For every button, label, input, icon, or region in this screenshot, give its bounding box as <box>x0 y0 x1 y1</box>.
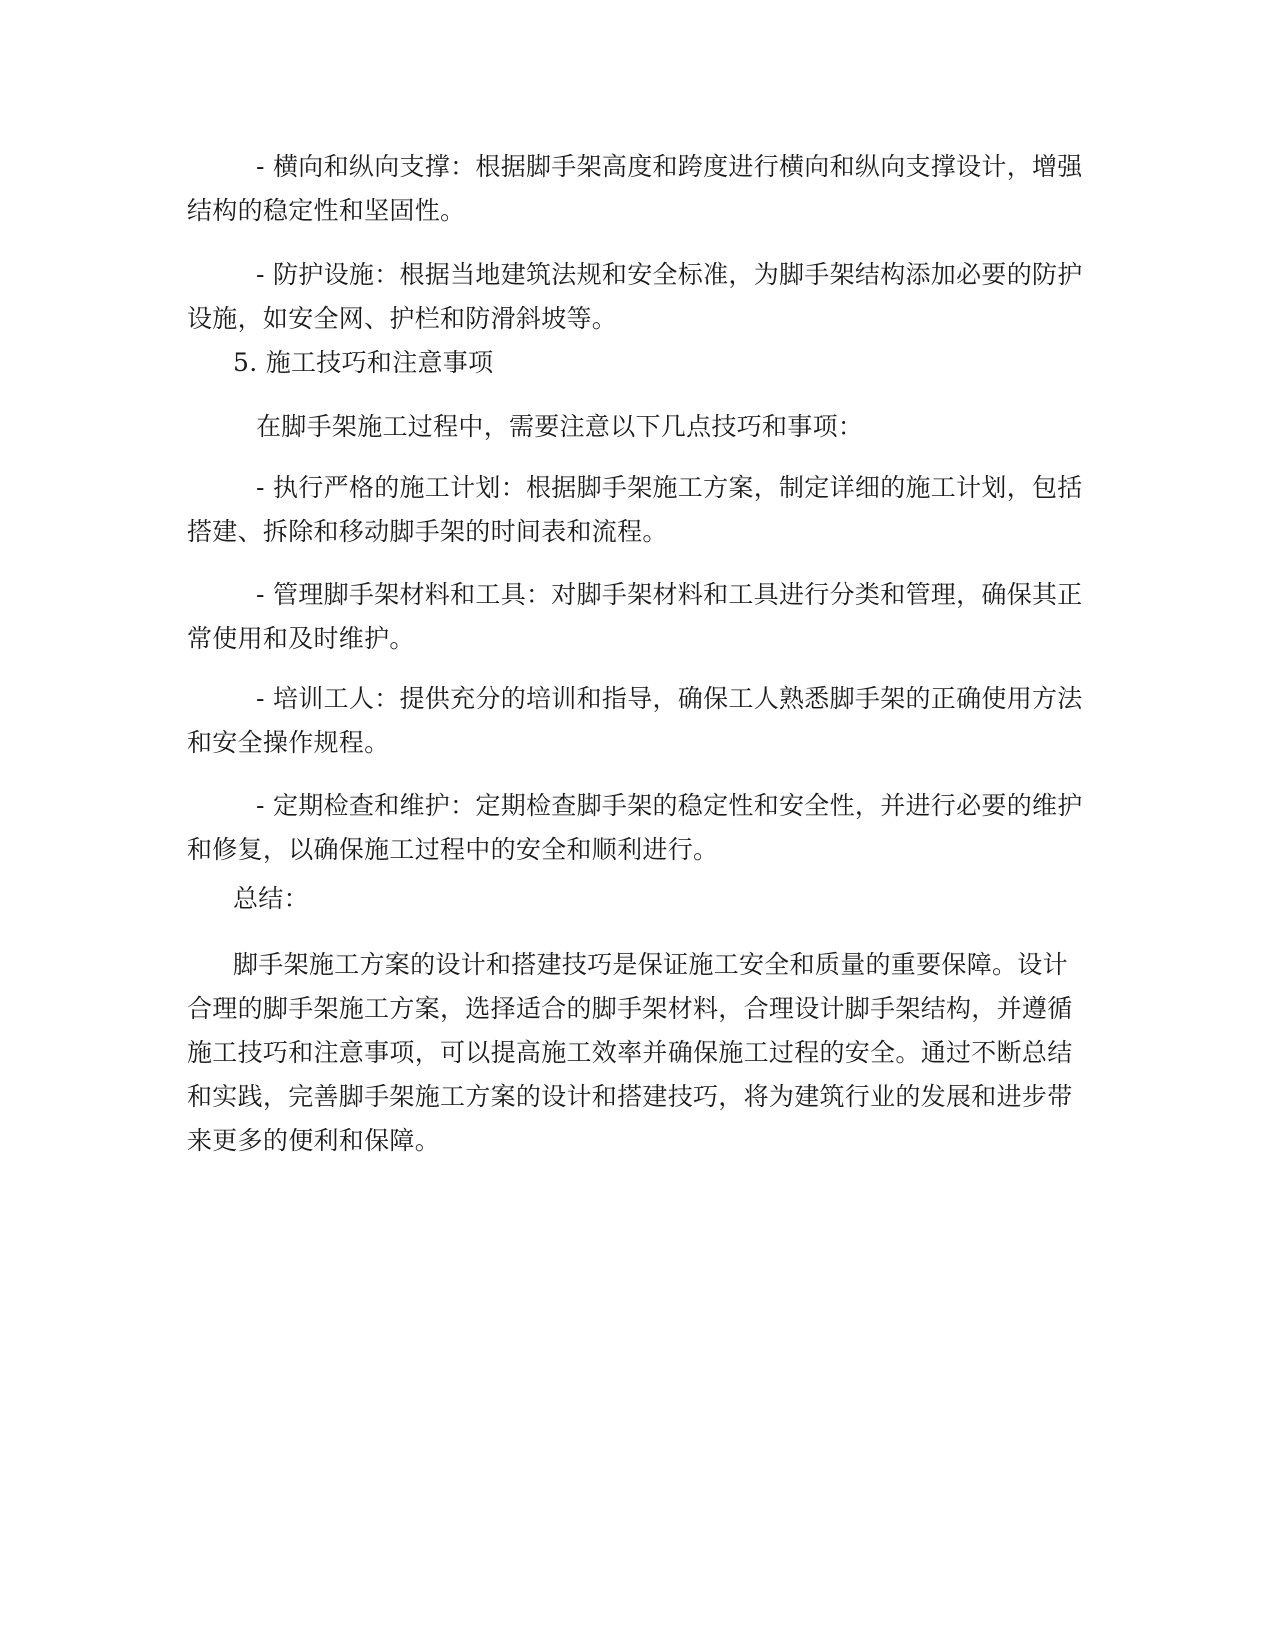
paragraph-train-workers: - 培训工人：提供充分的培训和指导，确保工人熟悉脚手架的正确使用方法和安全操作规程。 <box>187 684 1083 757</box>
paragraph-lateral-longitudinal-support: - 横向和纵向支撑：根据脚手架高度和跨度进行横向和纵向支撑设计，增强结构的稳定性和坚固性。 <box>187 152 1083 225</box>
paragraph-strict-construction-plan: - 执行严格的施工计划：根据脚手架施工方案，制定详细的施工计划，包括搭建、拆除和移动脚手架的时间表和流程。 <box>187 473 1083 546</box>
summary-paragraph: 脚手架施工方案的设计和搭建技巧是保证施工安全和质量的重要保障。设计合理的脚手架施工方案，选择适合的脚手架材料，合理设计脚手架结构，并遵循施工技巧和注意事项，可以提高施工效率并确保施工过程的安全。通过不断总结和实践，完善脚手架施工方案的设计和搭建技巧，将为建筑行业的发展和进步带来更多的便利和保障。 <box>187 950 1073 1155</box>
paragraph-regular-inspection: - 定期检查和维护：定期检查脚手架的稳定性和安全性，并进行必要的维护和修复，以确保施工过程中的安全和顺利进行。 <box>187 791 1083 864</box>
paragraph-intro-tips: 在脚手架施工过程中，需要注意以下几点技巧和事项： <box>256 412 864 441</box>
summary-heading: 总结： <box>233 884 309 913</box>
paragraph-manage-materials-tools: - 管理脚手架材料和工具：对脚手架材料和工具进行分类和管理，确保其正常使用和及时维护。 <box>187 580 1083 653</box>
paragraph-protective-facilities: - 防护设施：根据当地建筑法规和安全标准，为脚手架结构添加必要的防护设施，如安全网、护栏和防滑斜坡等。 <box>187 260 1083 333</box>
section-heading-construction-tips: 5. 施工技巧和注意事项 <box>233 348 494 377</box>
